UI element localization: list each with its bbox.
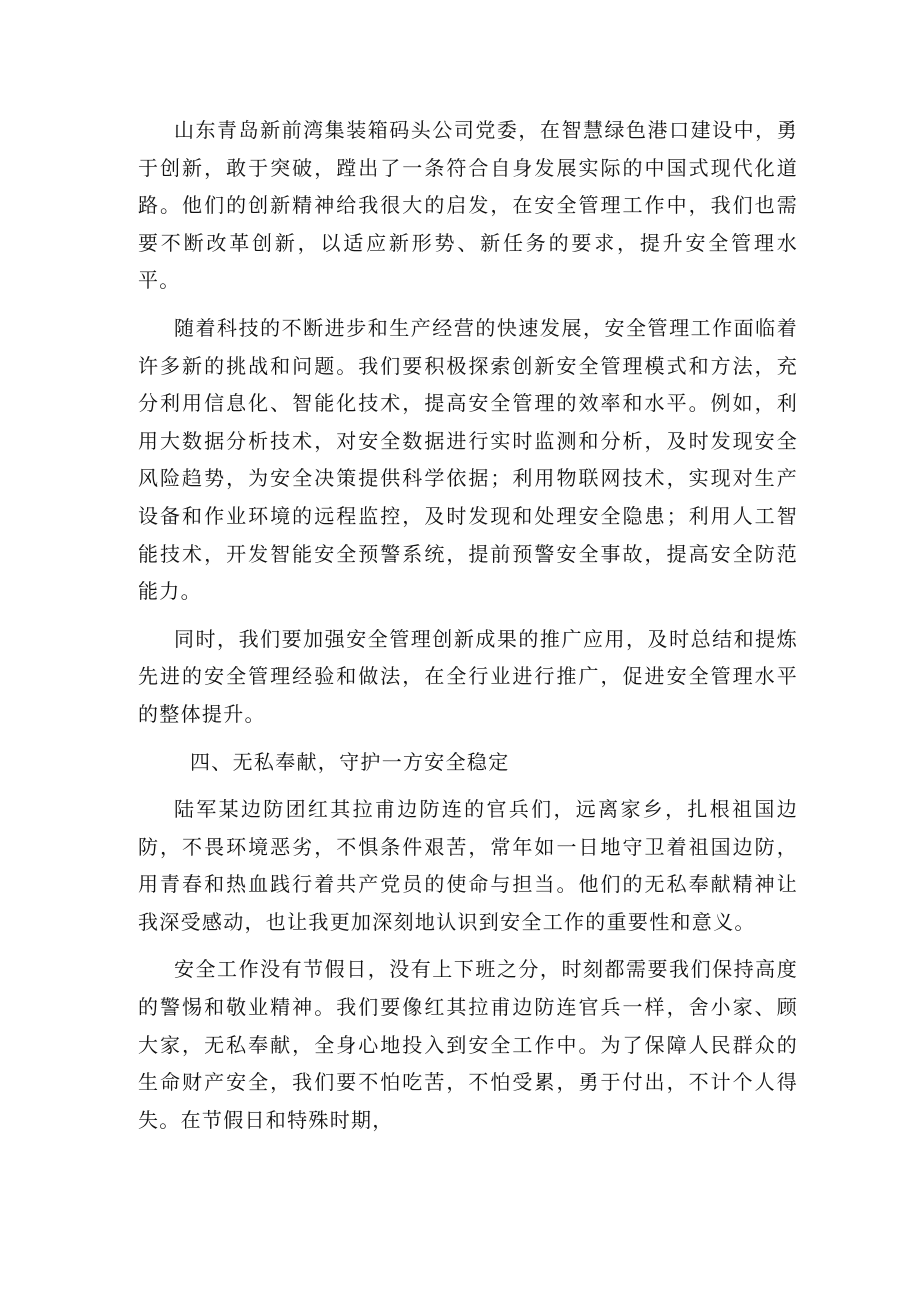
body-paragraph-innovation-intro: 山东青岛新前湾集装箱码头公司党委，在智慧绿色港口建设中，勇于创新，敢于突破，蹚出了一条符合自身发展实际的中国式现代化道路。他们的创新精神给我很大的启发，在安全管理工作中，我们也需要不断改革创新，以适应新形势、新任务的要求，提升安全管理水平。 [138,118,798,293]
body-paragraph-border-company: 陆军某边防团红其拉甫边防连的官兵们，远离家乡，扎根祖国边防，不畏环境恶劣，不惧条件艰苦，常年如一日地守卫着祖国边防，用青春和热血践行着共产党员的使命与担当。他们的无私奉献精神让我深受感动，也让我更加深刻地认识到安全工作的重要性和意义。 [138,797,798,934]
body-paragraph-promotion: 同时，我们要加强安全管理创新成果的推广应用，及时总结和提炼先进的安全管理经验和做法，在全行业进行推广，促进安全管理水平的整体提升。 [138,626,798,726]
body-paragraph-technology: 随着科技的不断进步和生产经营的快速发展，安全管理工作面临着许多新的挑战和问题。我们要积极探索创新安全管理模式和方法，充分利用信息化、智能化技术，提高安全管理的效率和水平。例如，利用大数据分析技术，对安全数据进行实时监测和分析，及时发现安全风险趋势，为安全决策提供科学依据；利用物联网技术，实现对生产设备和作业环境的远程监控，及时发现和处理安全隐患；利用人工智能技术，开发智能安全预警系统，提前预警安全事故，提高安全防范能力。 [138,315,798,604]
section-heading: 四、无私奉献，守护一方安全稳定 [190,749,510,774]
body-paragraph-dedication: 安全工作没有节假日，没有上下班之分，时刻都需要我们保持高度的警惕和敬业精神。我们要像红其拉甫边防连官兵一样，舍小家、顾大家，无私奉献，全身心地投入到安全工作中。为了保障人民群众的生命财产安全，我们要不怕吃苦，不怕受累，勇于付出，不计个人得失。在节假日和特殊时期， [138,957,798,1132]
document-body [138,112,798,1139]
